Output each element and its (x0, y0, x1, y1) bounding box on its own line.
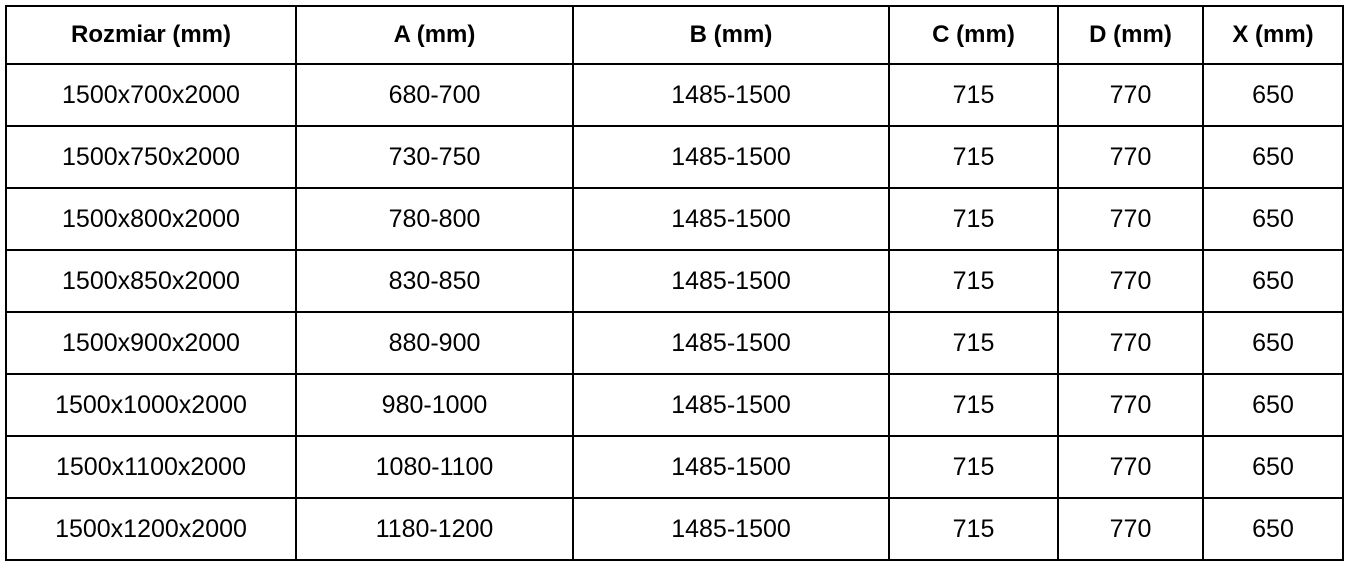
table-cell: 780-800 (296, 188, 573, 250)
table-cell: 715 (889, 312, 1058, 374)
table-cell: 770 (1058, 436, 1203, 498)
column-header: C (mm) (889, 6, 1058, 64)
column-header: A (mm) (296, 6, 573, 64)
table-row (6, 436, 1343, 498)
table-cell: 1500x1200x2000 (6, 498, 296, 560)
table-cell: 1485-1500 (573, 188, 889, 250)
table-cell: 650 (1203, 188, 1343, 250)
table-cell: 1180-1200 (296, 498, 573, 560)
table-cell: 715 (889, 188, 1058, 250)
table-cell: 1500x1100x2000 (6, 436, 296, 498)
table-cell: 770 (1058, 312, 1203, 374)
table-cell: 770 (1058, 126, 1203, 188)
table-cell: 770 (1058, 250, 1203, 312)
table-cell: 680-700 (296, 64, 573, 126)
table-cell: 650 (1203, 312, 1343, 374)
table-cell: 715 (889, 498, 1058, 560)
column-header: Rozmiar (mm) (6, 6, 296, 64)
table-cell: 770 (1058, 64, 1203, 126)
table-cell: 1485-1500 (573, 436, 889, 498)
table-row (6, 64, 1343, 126)
table-cell: 980-1000 (296, 374, 573, 436)
table-cell: 715 (889, 250, 1058, 312)
table-cell: 650 (1203, 374, 1343, 436)
table-row (6, 188, 1343, 250)
column-header: D (mm) (1058, 6, 1203, 64)
table-cell: 1080-1100 (296, 436, 573, 498)
table-cell: 1500x800x2000 (6, 188, 296, 250)
table-cell: 650 (1203, 498, 1343, 560)
table-cell: 770 (1058, 188, 1203, 250)
column-header: B (mm) (573, 6, 889, 64)
table-cell: 1500x750x2000 (6, 126, 296, 188)
table-cell: 1485-1500 (573, 312, 889, 374)
table-cell: 650 (1203, 436, 1343, 498)
table-cell: 1500x850x2000 (6, 250, 296, 312)
table-row (6, 126, 1343, 188)
table-cell: 1485-1500 (573, 498, 889, 560)
table-cell: 650 (1203, 64, 1343, 126)
table-cell: 715 (889, 436, 1058, 498)
table-row (6, 250, 1343, 312)
table-row (6, 312, 1343, 374)
table-cell: 1485-1500 (573, 250, 889, 312)
table-cell: 650 (1203, 126, 1343, 188)
table-cell: 770 (1058, 498, 1203, 560)
table-cell: 1485-1500 (573, 374, 889, 436)
column-header: X (mm) (1203, 6, 1343, 64)
table-cell: 1485-1500 (573, 126, 889, 188)
table-header-row (6, 6, 1343, 64)
table-cell: 715 (889, 374, 1058, 436)
table-row (6, 374, 1343, 436)
dimensions-table (5, 5, 1344, 561)
table-cell: 1500x1000x2000 (6, 374, 296, 436)
table-cell: 1485-1500 (573, 64, 889, 126)
table-cell: 830-850 (296, 250, 573, 312)
table-row (6, 498, 1343, 560)
table-cell: 1500x900x2000 (6, 312, 296, 374)
table-cell: 1500x700x2000 (6, 64, 296, 126)
table-cell: 650 (1203, 250, 1343, 312)
table-cell: 715 (889, 126, 1058, 188)
table-cell: 880-900 (296, 312, 573, 374)
table-cell: 715 (889, 64, 1058, 126)
table-cell: 770 (1058, 374, 1203, 436)
table-cell: 730-750 (296, 126, 573, 188)
